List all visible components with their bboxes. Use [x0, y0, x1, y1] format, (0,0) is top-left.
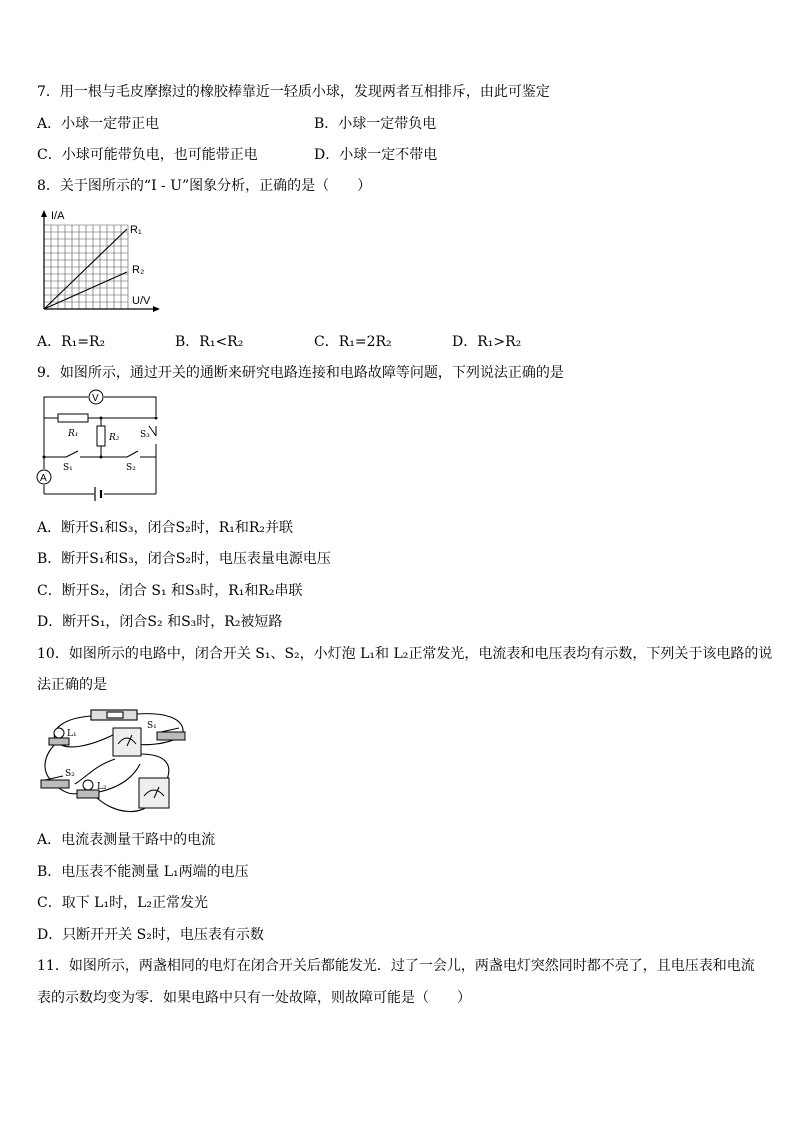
x-axis-label: U/V: [132, 295, 151, 307]
q7-option-b: B．小球一定带负电: [314, 116, 437, 132]
q8-stem: 8．关于图所示的“I - U”图象分析，正确的是（ ）: [37, 178, 372, 194]
q8-option-c: C．R₁=2R₂: [314, 334, 392, 350]
s2-label: S₂: [126, 463, 136, 473]
q10-stem-line2: 法正确的是: [37, 677, 107, 693]
x-axis-arrow: [153, 306, 160, 312]
switch-s2-icon: [41, 780, 69, 788]
r2-label: R₂: [109, 433, 120, 443]
q7-option-c: C．小球可能带负电，也可能带正电: [37, 147, 258, 163]
q9-circuit: [30, 386, 165, 506]
r1-label: R₁: [130, 224, 142, 236]
q7-option-a: A．小球一定带正电: [37, 116, 160, 132]
q9-option-c: C．断开S₂，闭合 S₁ 和S₃时，R₁和R₂串联: [37, 583, 303, 599]
l2-label: L₂: [97, 782, 107, 792]
r2-line: [44, 272, 127, 309]
s1-label: S₁: [63, 463, 73, 473]
voltmeter-box-icon: [139, 778, 169, 808]
q11-stem-line2: 表的示数均变为零．如果电路中只有一处故障，则故障可能是（ ）: [37, 990, 471, 1006]
s1-label: S₁: [147, 721, 157, 731]
q9-option-a: A．断开S₁和S₃，闭合S₂时，R₁和R₂并联: [37, 520, 294, 536]
q10-option-c: C．取下 L₁时，L₂正常发光: [37, 895, 208, 911]
lamp-l2-base: [77, 790, 99, 798]
q9-stem: 9．如图所示，通过开关的通断来研究电路连接和电路故障等问题，下列说法正确的是: [37, 365, 564, 381]
q10-option-d: D．只断开开关 S₂时，电压表有示数: [37, 927, 264, 943]
q9-option-b: B．断开S₁和S₃，闭合S₂时，电压表量电源电压: [37, 551, 331, 567]
q7-stem: 7．用一根与毛皮摩擦过的橡胶棒靠近一轻质小球，发现两者互相排斥，由此可鉴定: [37, 84, 550, 100]
q8-option-b: B．R₁<R₂: [175, 334, 244, 350]
lamp-l1-base: [49, 738, 69, 745]
l1-label: L₁: [67, 729, 77, 739]
ammeter-box-icon: [113, 728, 141, 756]
iu-graph: [30, 205, 170, 320]
lamp-l1-bulb-icon: [54, 728, 64, 738]
q10-option-b: B．电压表不能测量 L₁两端的电压: [37, 864, 249, 880]
r1-label: R₁: [68, 429, 79, 439]
q10-option-a: A．电流表测量干路中的电流: [37, 832, 216, 848]
q8-option-a: A．R₁=R₂: [37, 334, 106, 350]
q10-circuit-picture: [35, 704, 195, 826]
r2-label: R₂: [132, 264, 145, 276]
q7-option-d: D．小球一定不带电: [314, 147, 438, 163]
y-axis-label: I/A: [51, 210, 65, 222]
q9-option-d: D．断开S₁，闭合S₂ 和S₃时，R₂被短路: [37, 614, 283, 630]
s2-label: S₂: [65, 769, 75, 779]
q8-option-d: D．R₁>R₂: [452, 334, 522, 350]
switch-s1-icon: [157, 732, 185, 740]
q10-stem-line1: 10．如图所示的电路中，闭合开关 S₁、S₂，小灯泡 L₁和 L₂正常发光，电流表和电压表均有示数，下列关于该电路的说: [37, 646, 773, 662]
s3-label: S₃: [140, 430, 150, 440]
voltmeter-label: V: [92, 393, 99, 404]
q11-stem-line1: 11．如图所示，两盏相同的电灯在闭合开关后都能发光．过了一会儿，两盏电灯突然同时都不亮了，且电压表和电流: [37, 958, 755, 974]
ammeter-label: A: [40, 473, 47, 484]
lamp-l2-bulb-icon: [83, 780, 93, 790]
y-axis-arrow: [41, 210, 47, 217]
r1-line: [44, 229, 127, 309]
